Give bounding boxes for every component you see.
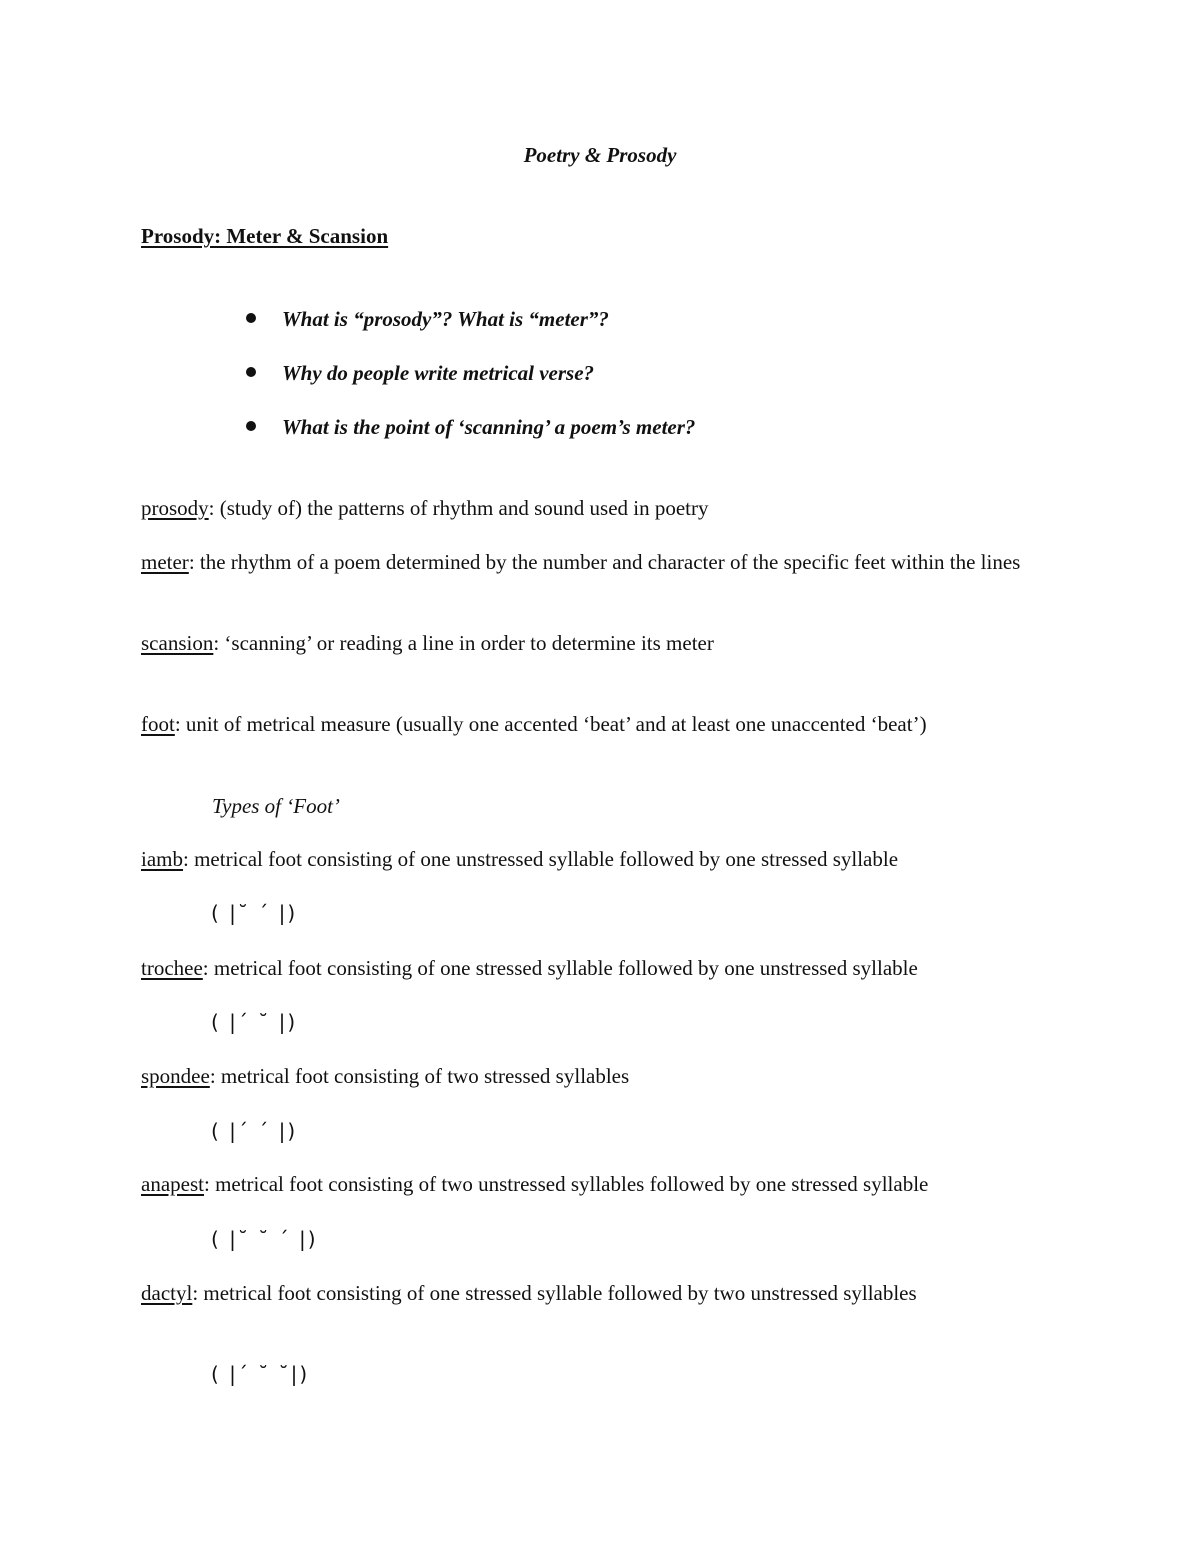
- definition-term: spondee: [141, 1064, 210, 1088]
- foot-definition-spondee: [141, 1063, 1071, 1090]
- question-text: What is the point of ‘scanning’ a poem’s meter?: [282, 415, 696, 439]
- definition-text: : metrical foot consisting of one stressed syllable followed by one unstressed syllable: [202, 956, 918, 980]
- question-item: [246, 360, 594, 387]
- definition-prosody: [141, 495, 1071, 522]
- definition-term: prosody: [141, 496, 209, 520]
- types-heading: Types of ‘Foot’: [212, 794, 340, 818]
- stress-notation: ( |´ ˘ |): [211, 1010, 298, 1034]
- section-heading: Prosody: Meter & Scansion: [141, 224, 389, 248]
- definition-text: : unit of metrical measure (usually one accented ‘beat’ and at least one unaccented ‘beat’): [174, 712, 927, 736]
- foot-definition-dactyl: [141, 1280, 1071, 1307]
- foot-definition-trochee: [141, 955, 1071, 982]
- definition-text: : ‘scanning’ or reading a line in order to determine its meter: [213, 631, 714, 655]
- stress-notation: ( |˘ ˘ ´ |): [211, 1227, 318, 1251]
- question-text: Why do people write metrical verse?: [282, 361, 595, 385]
- definition-scansion: [141, 630, 1071, 657]
- definition-term: meter: [141, 550, 189, 574]
- question-item: [246, 306, 609, 333]
- definition-term: scansion: [141, 631, 214, 655]
- definition-text: : (study of) the patterns of rhythm and sound used in poetry: [208, 496, 709, 520]
- stress-notation: ( |´ ´ |): [211, 1119, 298, 1143]
- definition-text: : metrical foot consisting of two stressed syllables: [209, 1064, 630, 1088]
- foot-definition-iamb: [141, 846, 1071, 873]
- definition-foot: [141, 711, 1071, 738]
- stress-notation: ( |˘ ´ |): [211, 901, 298, 925]
- definition-term: trochee: [141, 956, 203, 980]
- bullet-icon: [246, 367, 256, 377]
- question-text: What is “prosody”? What is “meter”?: [282, 307, 609, 331]
- document-title: Poetry & Prosody: [523, 143, 677, 167]
- definition-term: anapest: [141, 1172, 204, 1196]
- definition-text: : metrical foot consisting of two unstressed syllables followed by one stressed syllable: [203, 1172, 929, 1196]
- definition-term: dactyl: [141, 1281, 193, 1305]
- definition-term: iamb: [141, 847, 183, 871]
- bullet-icon: [246, 313, 256, 323]
- definition-meter: [141, 549, 1071, 576]
- definition-term: foot: [141, 712, 175, 736]
- bullet-icon: [246, 421, 256, 431]
- stress-notation: ( |´ ˘ ˘|): [211, 1362, 310, 1386]
- definition-text: : the rhythm of a poem determined by the number and character of the specific feet within the lines: [188, 550, 1021, 574]
- definition-text: : metrical foot consisting of one stressed syllable followed by two unstressed syllables: [192, 1281, 917, 1305]
- question-item: [246, 414, 695, 441]
- foot-definition-anapest: [141, 1171, 1071, 1198]
- definition-text: : metrical foot consisting of one unstressed syllable followed by one stressed syllable: [183, 847, 899, 871]
